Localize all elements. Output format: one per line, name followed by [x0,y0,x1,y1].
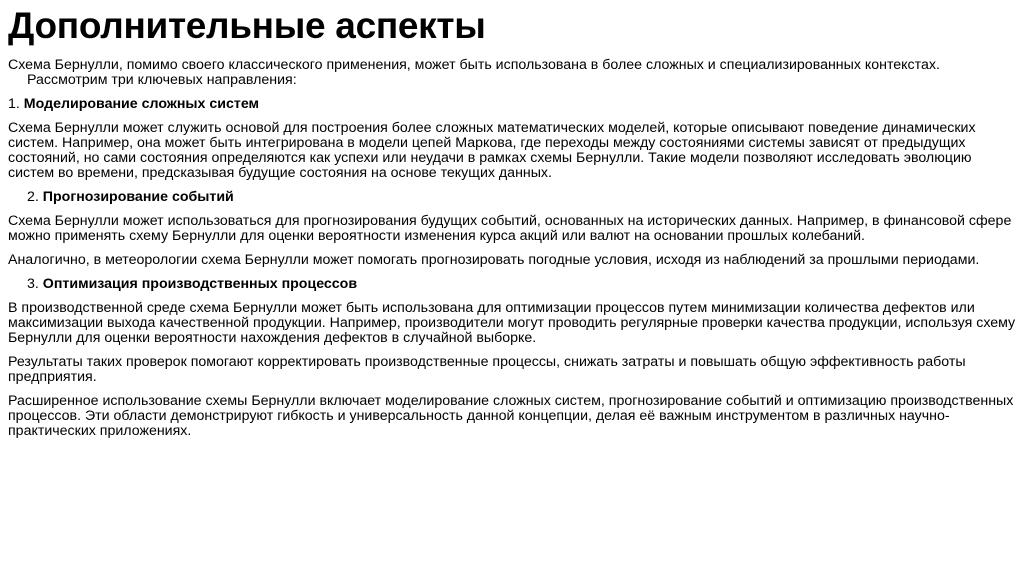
section-3-paragraph-2: Результаты таких проверок помогают корректировать производственные процессы, снижать затраты и повышать общую эффективность работы предприятия. [8,354,966,385]
section-heading-3 [8,277,1016,292]
section-heading-2 [8,190,1016,205]
intro-line-2: Рассмотрим три ключевых направления: [27,72,297,88]
section-1-paragraph-1: Схема Бернулли может служить основой для построения более сложных математических моделей, которые описывают поведение динамических систем. Например, она может быть интегрирована в модели цепей Маркова, где переходы между состояниями системы зависят от предыдущих состояний, но сами состояния определяются как успехи или неудачи в рамках схемы Бернулли. Такие модели позволяют исследовать эволюцию систем во времени, предсказывая будущие состояния на основе текущих данных. [8,120,976,181]
section-heading-text: Оптимизация производственных процессов [42,276,358,292]
slide-title: Дополнительные аспекты [8,5,486,46]
intro-line-1: Схема Бернулли, помимо своего классического применения, может быть использована в более сложных и специализированных контекстах. [8,57,940,73]
section-2-paragraph-2: Аналогично, в метеорологии схема Бернулли может помогать прогнозировать погодные условия, исходя из наблюдений за прошлыми периодами. [8,252,980,268]
section-number: 2. [27,189,39,205]
conclusion-paragraph: Расширенное использование схемы Бернулли включает моделирование сложных систем, прогнозирование событий и оптимизацию производственных процессов. Эти области демонстрируют гибкость и универсальность данной концепции, делая её важным инструментом в различных научно-практических приложениях. [8,393,1014,439]
intro-paragraph [8,58,1016,88]
section-heading-text: Прогнозирование событий [42,189,234,205]
section-3-paragraph-1: В производственной среде схема Бернулли может быть использована для оптимизации процессов путем минимизации количества дефектов или максимизации выхода качественной продукции. Например, производители могут проводить регулярные проверки качества продукции, используя схему Бернулли для оценки вероятности нахождения дефектов в случайной выборке. [8,300,1016,346]
section-number: 1. [8,96,20,112]
section-2-paragraph-1: Схема Бернулли может использоваться для прогнозирования будущих событий, основанных на исторических данных. Например, в финансовой сфере можно применять схему Бернулли для оценки вероятности изменения курса акций или валют на основании прошлых колебаний. [8,213,1012,244]
section-heading-text: Моделирование сложных систем [23,96,260,112]
section-heading-1 [8,97,1016,112]
section-number: 3. [27,276,39,292]
slide-body [8,58,1016,439]
